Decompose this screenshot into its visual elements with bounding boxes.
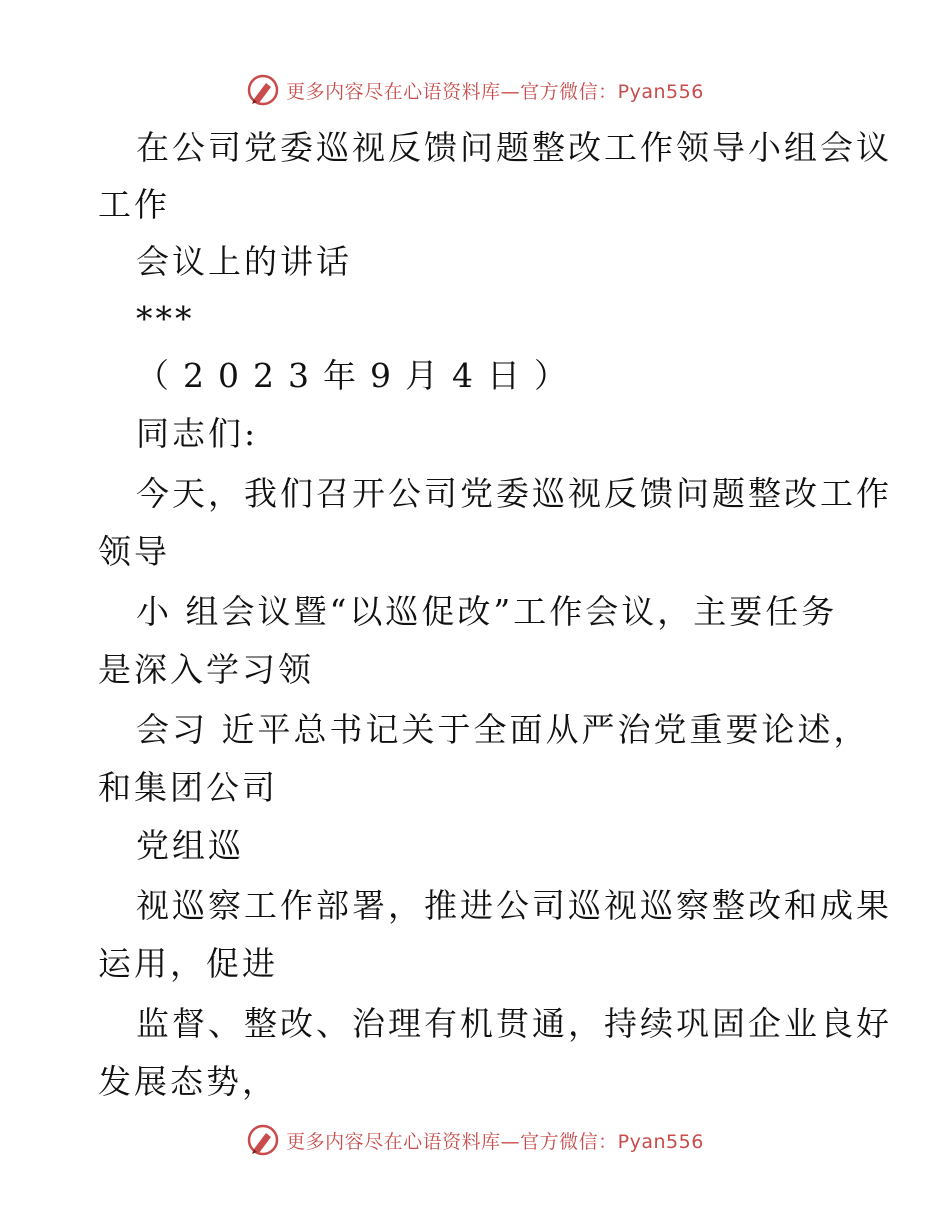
paragraph-line: 党组巡 <box>136 826 244 865</box>
footer-watermark <box>0 1120 950 1160</box>
author-line: *** <box>136 299 195 338</box>
paragraph-line: 领导 <box>98 532 170 571</box>
watermark-text: 更多内容尽在心语资料库—官方微信：Pyan556 <box>286 80 704 103</box>
watermark-text: 更多内容尽在心语资料库—官方微信：Pyan556 <box>286 1130 704 1153</box>
salutation: 同志们: <box>136 414 259 453</box>
paragraph-line: 和集团公司 <box>98 768 278 807</box>
paragraph-line: 会习 近平总书记关于全面从严治党重要论述， <box>136 710 870 749</box>
date-line: （2023年9月4日） <box>136 356 581 395</box>
header-watermark <box>0 70 950 110</box>
paragraph-line: 是深入学习领 <box>98 650 314 689</box>
paragraph-line: 视巡察工作部署，推进公司巡视巡察整改和成果 <box>136 886 892 925</box>
paragraph-line: 发展态势， <box>98 1062 278 1101</box>
title-line: 会议上的讲话 <box>136 242 352 281</box>
pen-logo-icon <box>246 1123 280 1157</box>
paragraph-line: 小 组会议暨“以巡促改”工作会议，主要任务 <box>136 592 838 631</box>
title-line: 在公司党委巡视反馈问题整改工作领导小组会议 <box>136 128 892 167</box>
paragraph-line: 运用，促进 <box>98 944 278 983</box>
pen-logo-icon <box>246 73 280 107</box>
paragraph-line: 监督、整改、治理有机贯通，持续巩固企业良好 <box>136 1004 892 1043</box>
title-line: 工作 <box>98 185 170 224</box>
paragraph-line: 今天，我们召开公司党委巡视反馈问题整改工作 <box>136 474 892 513</box>
